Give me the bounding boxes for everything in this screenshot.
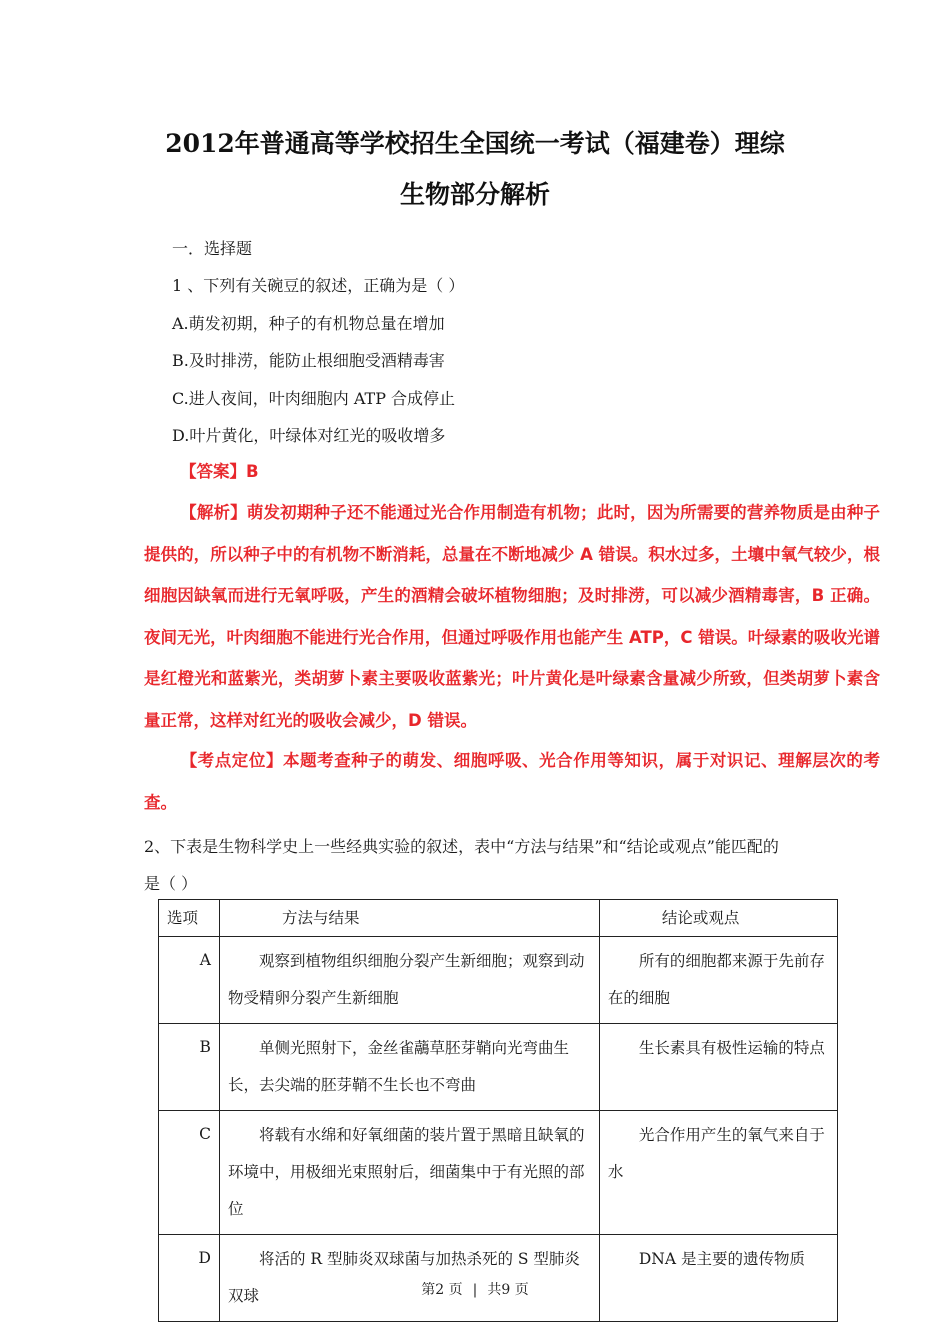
page-title: 2012年普通高等学校招生全国统一考试（福建卷）理综 bbox=[165, 129, 785, 158]
row-option: C bbox=[159, 1111, 220, 1235]
table-row bbox=[159, 1235, 838, 1322]
q1-keypoint: 【考点定位】本题考查种子的萌发、细胞呼吸、光合作用等知识，属于对识记、理解层次的考查。 bbox=[144, 751, 880, 812]
row-conclusion: DNA 是主要的遗传物质 bbox=[599, 1235, 837, 1322]
q1-stem: 1 、下列有关碗豆的叙述，正确为是（ ） bbox=[172, 276, 465, 295]
row-conclusion: 生长素具有极性运输的特点 bbox=[599, 1024, 837, 1111]
row-conclusion: 光合作用产生的氧气来自于水 bbox=[599, 1111, 837, 1235]
table-row bbox=[159, 1024, 838, 1111]
page-footer bbox=[0, 1279, 950, 1299]
q2-stem-line1: 2、下表是生物科学史上一些经典实验的叙述，表中“方法与结果”和“结论或观点”能匹配的 bbox=[144, 837, 779, 856]
page-total: 共9 页 bbox=[487, 1282, 529, 1298]
header-option: 选项 bbox=[159, 900, 220, 937]
row-option: B bbox=[159, 1024, 220, 1111]
q1-analysis: 【解析】萌发初期种子还不能通过光合作用制造有机物；此时，因为所需要的营养物质是由种子提供的，所以种子中的有机物不断消耗，总量在不断地减少 A 错误。积水过多，土壤中氧气较少，根细胞因缺氧而进行无氧呼吸，产生的酒精会破坏植物细胞；及时排涝，可以减少酒精毒害，B 正确。夜间无光，叶肉细胞不能进行光合作用，但通过呼吸作用也能产生 ATP，C 错误。叶绿素的吸收光谱是红橙光和蓝紫光，类胡萝卜素主要吸收蓝紫光；叶片黄化是叶绿素含量减少所致，但类胡萝卜素含量正常，这样对红光的吸收会减少，D 错误。 bbox=[144, 503, 880, 730]
q1-answer: 【答案】B bbox=[180, 462, 259, 481]
header-method: 方法与结果 bbox=[219, 900, 599, 937]
experiments-table bbox=[158, 899, 838, 1322]
section-heading: 一．选择题 bbox=[172, 239, 253, 258]
table-header-row bbox=[159, 900, 838, 937]
q2-stem-line2: 是（ ） bbox=[144, 874, 198, 893]
q1-option-d: D.叶片黄化，叶绿体对红光的吸收增多 bbox=[172, 426, 446, 445]
q1-option-a: A.萌发初期，种子的有机物总量在增加 bbox=[172, 314, 445, 333]
table-row bbox=[159, 1111, 838, 1235]
row-method: 将载有水绵和好氧细菌的装片置于黑暗且缺氧的环境中，用极细光束照射后，细菌集中于有光照的部位 bbox=[219, 1111, 599, 1235]
row-method: 观察到植物组织细胞分裂产生新细胞；观察到动物受精卵分裂产生新细胞 bbox=[219, 937, 599, 1024]
page-number: 第2 页 bbox=[421, 1282, 463, 1298]
q1-option-c: C.进人夜间，叶肉细胞内 ATP 合成停止 bbox=[172, 389, 456, 408]
row-option: D bbox=[159, 1235, 220, 1322]
row-method: 单侧光照射下，金丝雀虉草胚芽鞘向光弯曲生长，去尖端的胚芽鞘不生长也不弯曲 bbox=[219, 1024, 599, 1111]
footer-separator: | bbox=[472, 1282, 478, 1298]
header-conclusion: 结论或观点 bbox=[599, 900, 837, 937]
row-option: A bbox=[159, 937, 220, 1024]
row-conclusion: 所有的细胞都来源于先前存在的细胞 bbox=[599, 937, 837, 1024]
page-subtitle: 生物部分解析 bbox=[399, 180, 550, 209]
q1-option-b: B.及时排涝，能防止根细胞受酒精毒害 bbox=[172, 351, 445, 370]
row-method: 将活的 R 型肺炎双球菌与加热杀死的 S 型肺炎双球 bbox=[219, 1235, 599, 1322]
table-row bbox=[159, 937, 838, 1024]
